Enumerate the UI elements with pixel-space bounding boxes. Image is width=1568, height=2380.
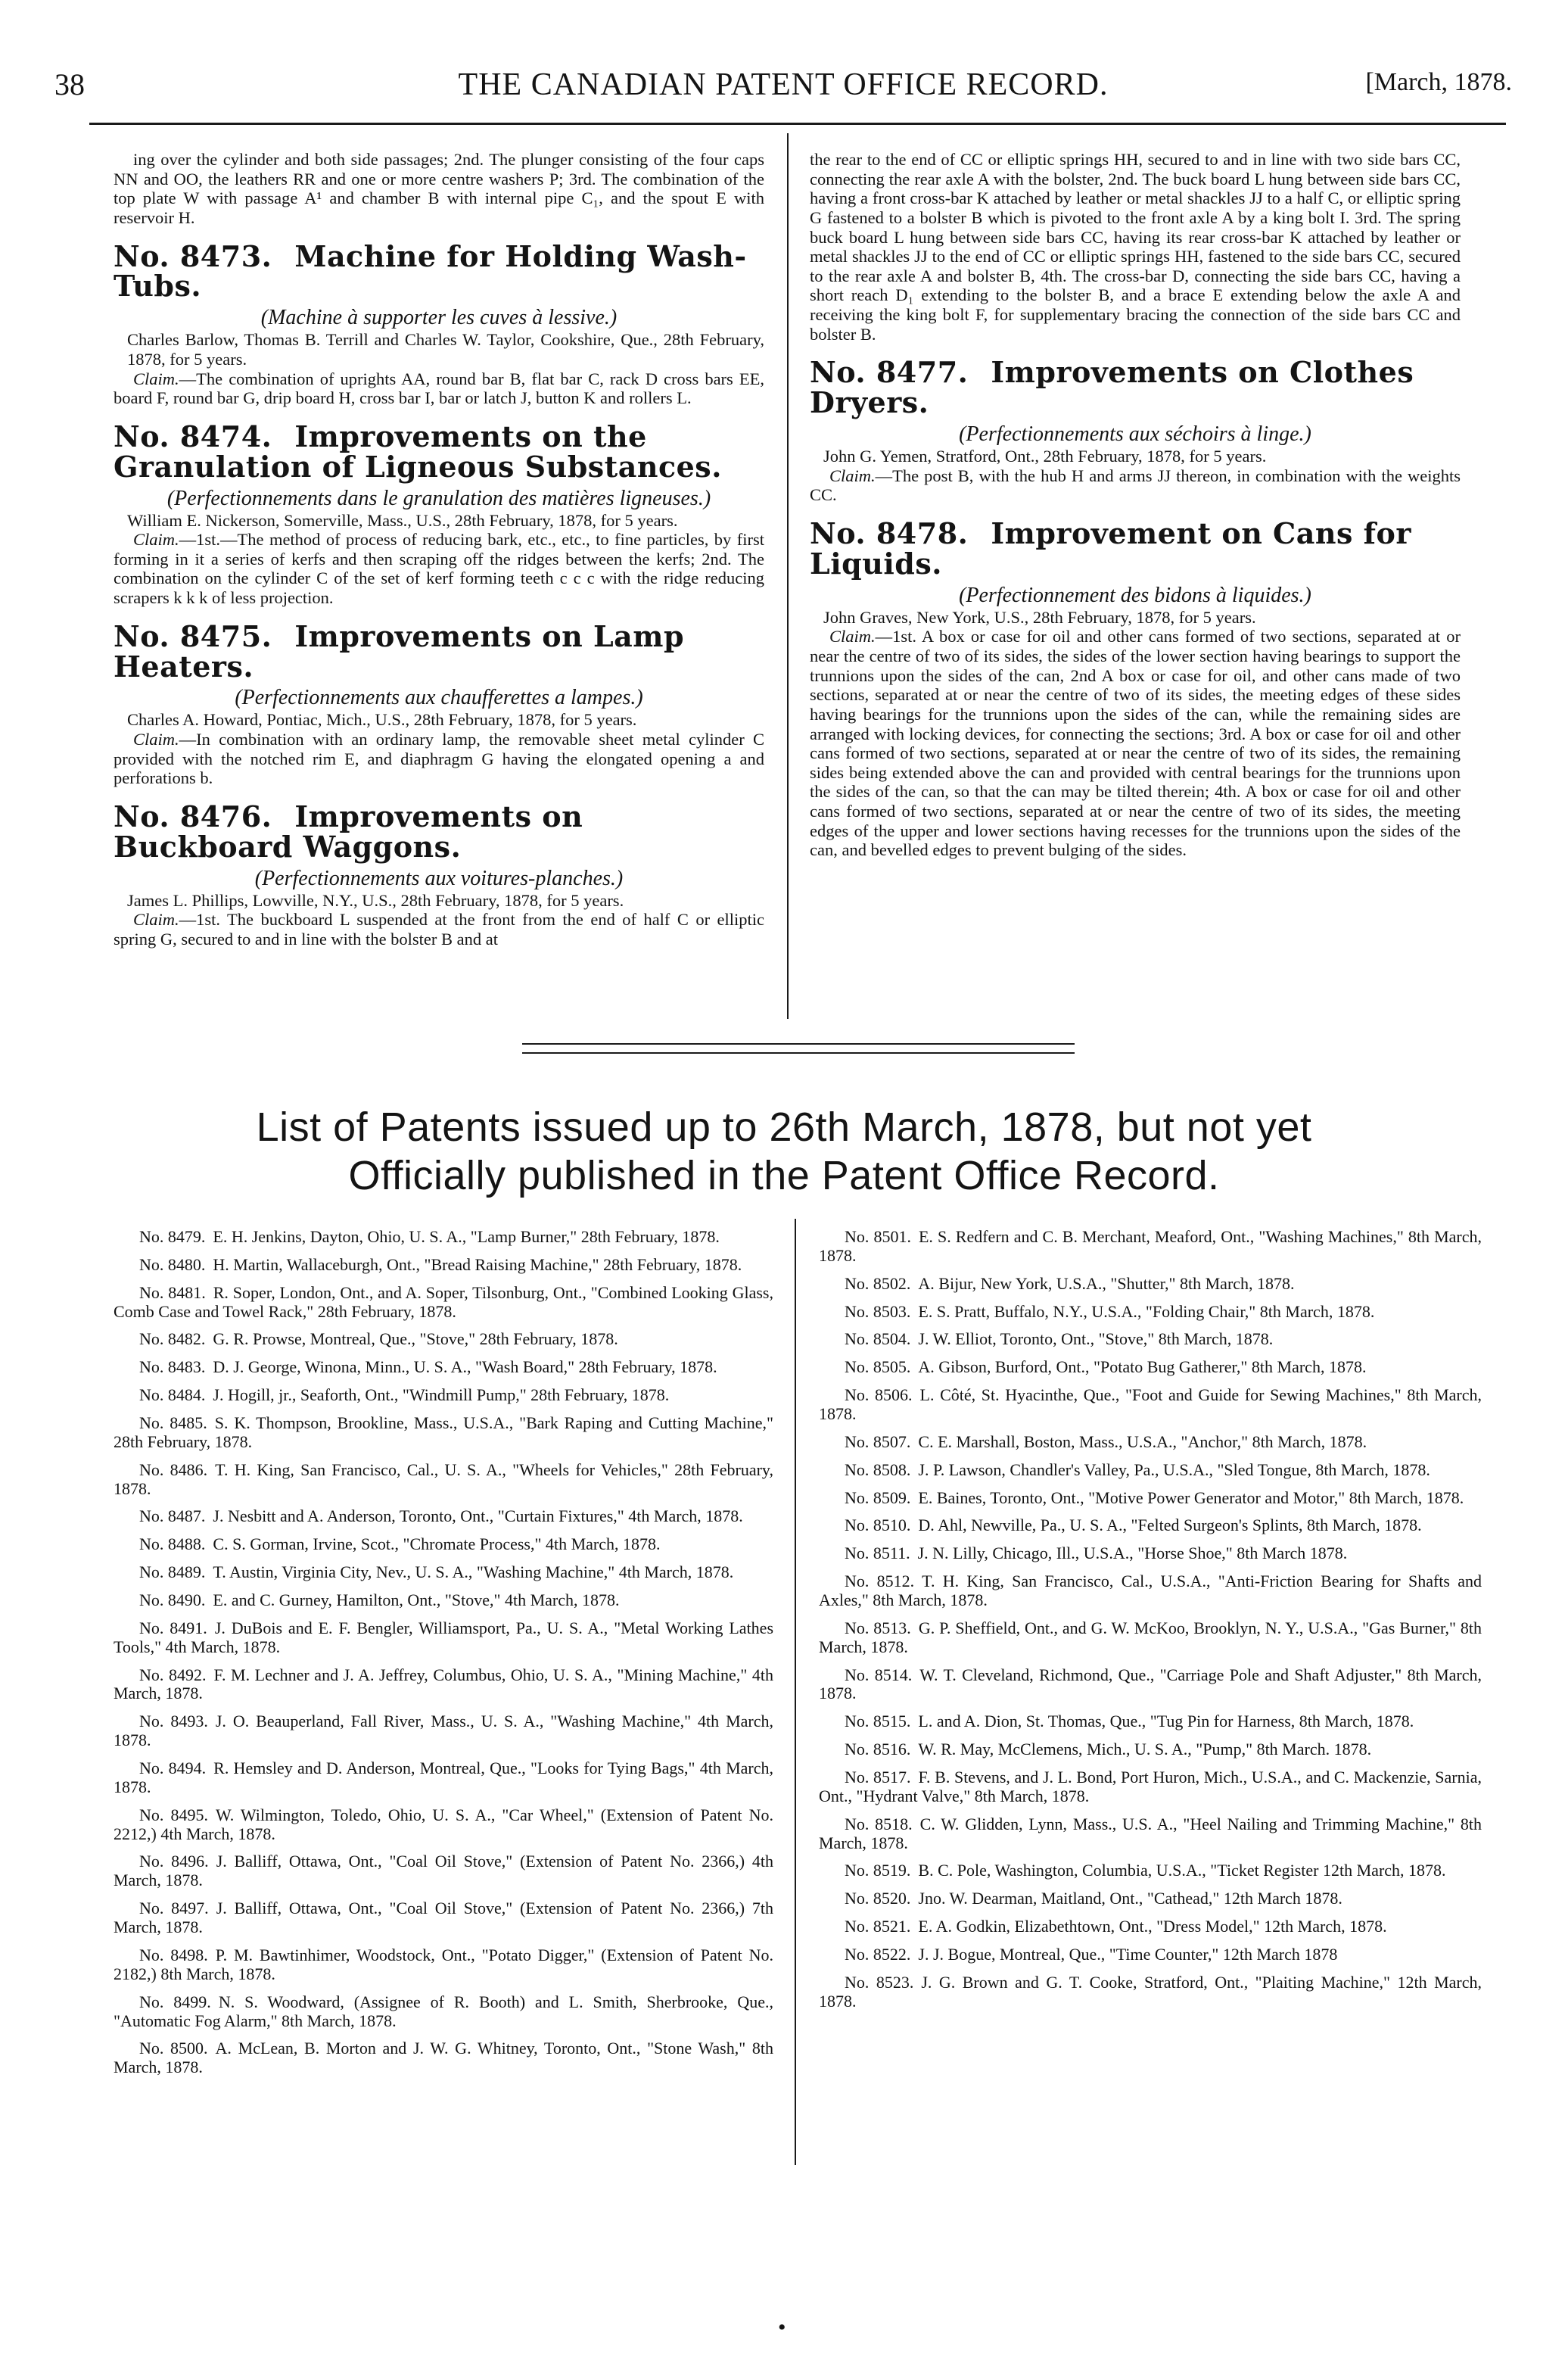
page-date: [March, 1878. — [1365, 68, 1512, 96]
list-item-text: A. McLean, B. Morton and J. W. G. Whitney, Toronto, Ont., "Stone Wash," 8th March, 1878. — [114, 2039, 773, 2077]
patent-number: No. 8475. — [114, 618, 272, 653]
list-item — [114, 1619, 773, 1657]
list-item-text: J. DuBois and E. F. Bengler, Williamsport, Pa., U. S. A., "Metal Working Lathes Tools," 4th March, 1878. — [114, 1618, 774, 1656]
list-item — [819, 1489, 1482, 1508]
list-item-number: No. 8515. — [845, 1712, 911, 1731]
list-item — [819, 1358, 1482, 1377]
list-item — [114, 1899, 773, 1937]
list-item — [114, 1563, 773, 1582]
claim-label: Claim. — [829, 627, 876, 646]
list-item — [819, 1303, 1482, 1322]
list-item-number: No. 8514. — [845, 1665, 913, 1684]
list-item-number: No. 8491. — [139, 1618, 207, 1637]
list-item-text: L. and A. Dion, St. Thomas, Que., "Tug Pin for Harness, 8th March, 1878. — [918, 1712, 1414, 1731]
list-item-text: J. O. Beauperland, Fall River, Mass., U. S. A., "Washing Machine," 4th March, 1878. — [114, 1712, 773, 1750]
list-item — [819, 1572, 1482, 1610]
list-item — [819, 1544, 1482, 1563]
patent-claim: —1st. A box or case for oil and other cans formed of two sections, separated at or near the centre of two of its sides, the sides of the lower section having bearings to support the trunnions upon the sides of the can, 2nd A box or case for oil, and other cans made of two sections, separated at or near the centre of two of its sides, the meeting edges of these sides having bearings for the trunnions upon the sides of the can, while the remaining sides are arranged with locking devices, for connecting the sections; 3rd. A box or case for oil and other cans formed of two sections, separated at or near the centre of two of its sides, the remaining sides being extended above the can and provided with central bearings for the trunnions upon the sides of the can, so that the can may be tilted therein; 4th. A box or case for oil and other cans formed of two sections, separated at or near the centre of two of its sides, the meeting edges of the upper and lower sections having recesses for the trunnions upon the sides of the can, and bevelled edges to prevent bulging of the sides. — [810, 627, 1461, 860]
list-item-text: D. J. George, Winona, Minn., U. S. A., "Wash Board," 28th February, 1878. — [213, 1357, 717, 1377]
list-item-text: J. Balliff, Ottawa, Ont., "Coal Oil Stove," (Extension of Patent No. 2366,) 7th March, 1878. — [114, 1899, 773, 1937]
list-item-text: E. A. Godkin, Elizabethtown, Ont., "Dress Model," 12th March, 1878. — [918, 1917, 1387, 1936]
list-item-number: No. 8522. — [845, 1945, 911, 1964]
list-item — [819, 1973, 1482, 2011]
list-item-text: J. Hogill, jr., Seaforth, Ont., "Windmill Pump," 28th February, 1878. — [213, 1385, 670, 1405]
list-item-text: W. Wilmington, Toledo, Ohio, U. S. A., "Car Wheel," (Extension of Patent No. 2212,) 4th March, 1878. — [114, 1805, 774, 1843]
list-item — [114, 1806, 773, 1844]
patent-list-right — [819, 1228, 1482, 2020]
list-item-text: J. Nesbitt and A. Anderson, Toronto, Ont., "Curtain Fixtures," 4th March, 1878. — [213, 1506, 743, 1526]
patent-inventor: William E. Nickerson, Somerville, Mass., U.S., 28th February, 1878, for 5 years. — [127, 510, 678, 530]
list-item-number: No. 8507. — [845, 1431, 911, 1451]
patent-french-title: (Perfectionnements dans le granulation des matières ligneuses.) — [166, 486, 711, 510]
list-item — [819, 1330, 1482, 1349]
list-item — [114, 2039, 773, 2077]
list-item — [114, 1852, 773, 1890]
list-item-text: N. S. Woodward, (Assignee of R. Booth) and L. Smith, Sherbrooke, Que., "Automatic Fog Alarm," 8th March, 1878. — [114, 1992, 773, 2030]
list-item-text: R. Hemsley and D. Anderson, Montreal, Que., "Looks for Tying Bags," 4th March, 1878. — [114, 1759, 773, 1796]
list-item-text: W. R. May, McClemens, Mich., U. S. A., "Pump," 8th March. 1878. — [918, 1740, 1372, 1759]
list-item — [114, 1461, 773, 1499]
list-item-number: No. 8500. — [139, 2039, 208, 2058]
patent-number: No. 8478. — [810, 516, 969, 551]
list-item-number: No. 8479. — [139, 1227, 206, 1246]
claim-label: Claim. — [829, 466, 876, 485]
list-item — [114, 1993, 773, 2031]
list-item — [114, 1386, 773, 1405]
list-item-number: No. 8481. — [139, 1282, 206, 1302]
list-item-number: No. 8480. — [139, 1254, 206, 1274]
patent-title: Machine for Holding Wash-Tubs. — [114, 238, 747, 304]
list-item — [114, 1228, 773, 1247]
list-item-number: No. 8487. — [139, 1506, 206, 1526]
list-item — [819, 1433, 1482, 1452]
list-item-number: No. 8521. — [845, 1917, 911, 1936]
patent-french-title: (Perfectionnement des bidons à liquides.) — [959, 583, 1311, 607]
patent-heading — [810, 357, 1461, 418]
list-item-number: No. 8501. — [845, 1227, 911, 1246]
list-banner — [76, 1104, 1492, 1200]
list-item-number: No. 8513. — [845, 1618, 911, 1637]
list-item-text: T. H. King, San Francisco, Cal., U. S. A., "Wheels for Vehicles," 28th February, 1878. — [114, 1459, 773, 1498]
patent-french-title: (Perfectionnements aux séchoirs à linge.) — [959, 422, 1311, 447]
list-item-text: P. M. Bawtinhimer, Woodstock, Ont., "Potato Digger," (Extension of Patent No. 2182,) 8th March, 1878. — [114, 1945, 773, 1983]
list-item-number: No. 8484. — [139, 1385, 206, 1405]
list-item-text: J. N. Lilly, Chicago, Ill., U.S.A., "Horse Shoe," 8th March 1878. — [917, 1544, 1348, 1563]
banner-line-2: Officially published in the Patent Office Record. — [348, 1152, 1220, 1198]
list-item-number: No. 8510. — [845, 1516, 911, 1535]
patent-number: No. 8477. — [810, 355, 969, 390]
patent-claim: —In combination with an ordinary lamp, the removable sheet metal cylinder C provided with the notched rim E, and diaphragm G having the elongated opening a and perforations b. — [114, 730, 764, 788]
patent-title: Improvements on Clothes Dryers. — [810, 355, 1414, 420]
list-item-text: L. Côté, St. Hyacinthe, Que., "Foot and Guide for Sewing Machines," 8th March, 1878. — [819, 1385, 1482, 1424]
list-item — [819, 1889, 1482, 1908]
list-item-number: No. 8498. — [139, 1945, 208, 1964]
list-item-number: No. 8519. — [845, 1861, 911, 1880]
list-item — [114, 1256, 773, 1275]
list-item — [114, 1666, 773, 1704]
list-item-number: No. 8483. — [139, 1357, 206, 1377]
banner-line-1: List of Patents issued up to 26th March, 1878, but not yet — [256, 1104, 1312, 1150]
list-item-text: A. Bijur, New York, U.S.A., "Shutter," 8th March, 1878. — [918, 1273, 1295, 1293]
list-item — [114, 1535, 773, 1554]
list-item — [114, 1759, 773, 1797]
patent-number: No. 8476. — [114, 799, 272, 833]
patent-title: Improvements on Lamp Heaters. — [114, 618, 685, 684]
patent-title: Improvements on the Granulation of Ligneous Substances. — [114, 419, 722, 484]
patent-entry — [810, 516, 1461, 860]
list-item — [819, 1619, 1482, 1657]
list-item-number: No. 8520. — [845, 1889, 911, 1908]
list-item-number: No. 8494. — [139, 1759, 207, 1778]
list-item — [114, 1946, 773, 1984]
list-item-text: Jno. W. Dearman, Maitland, Ont., "Cathead," 12th March 1878. — [918, 1889, 1342, 1908]
claim-label: Claim. — [133, 910, 179, 930]
list-item-text: W. T. Cleveland, Richmond, Que., "Carriage Pole and Shaft Adjuster," 8th March, 1878. — [819, 1665, 1482, 1703]
list-item-number: No. 8495. — [139, 1805, 208, 1824]
list-item-text: E. Baines, Toronto, Ont., "Motive Power Generator and Motor," 8th March, 1878. — [918, 1488, 1464, 1507]
list-item-number: No. 8506. — [845, 1385, 913, 1405]
patent-heading — [810, 516, 1461, 581]
list-item-number: No. 8486. — [139, 1459, 208, 1479]
continuation-text: ing over the cylinder and both side passages; 2nd. The plunger consisting of the four caps NN and OO, the leathers RR and one or more centre washers P; 3rd. The combination of the top plate W with passage A¹ and chamber B with internal pipe C₁, and the spout E with reservoir H. — [114, 150, 764, 227]
patent-french-title: (Perfectionnements aux voitures-planches.) — [254, 866, 624, 890]
list-item-number: No. 8512. — [845, 1572, 915, 1591]
list-item-text: G. R. Prowse, Montreal, Que., "Stove," 28th February, 1878. — [213, 1329, 618, 1349]
list-item-text: B. C. Pole, Washington, Columbia, U.S.A., "Ticket Register 12th March, 1878. — [918, 1861, 1446, 1880]
list-item — [114, 1358, 773, 1377]
patent-inventor: John Graves, New York, U.S., 28th February, 1878, for 5 years. — [823, 607, 1256, 627]
list-item — [819, 1815, 1482, 1853]
list-item-number: No. 8485. — [139, 1413, 207, 1433]
list-item-number: No. 8503. — [845, 1301, 911, 1321]
list-item — [819, 1275, 1482, 1294]
patent-entry — [114, 419, 764, 608]
list-item-text: A. Gibson, Burford, Ont., "Potato Bug Gatherer," 8th March, 1878. — [918, 1357, 1367, 1377]
list-item-number: No. 8493. — [139, 1712, 208, 1731]
list-item-text: G. P. Sheffield, Ont., and G. W. McKoo, Brooklyn, N. Y., U.S.A., "Gas Burner," 8th March, 1878. — [819, 1618, 1482, 1656]
list-item-number: No. 8497. — [139, 1899, 209, 1918]
patent-entry — [114, 799, 764, 949]
patent-heading — [114, 419, 764, 484]
list-item — [114, 1414, 773, 1452]
patent-title: Improvement on Cans for Liquids. — [810, 516, 1411, 581]
column-divider — [787, 133, 789, 1019]
patent-entry — [114, 618, 764, 788]
patent-inventor: Charles Barlow, Thomas B. Terrill and Charles W. Taylor, Cookshire, Que., 28th February, 1878, for 5 years. — [127, 330, 764, 369]
list-item — [819, 1228, 1482, 1266]
list-item-text: C. W. Glidden, Lynn, Mass., U.S. A., "Heel Nailing and Trimming Machine," 8th March, 1878. — [819, 1814, 1482, 1852]
list-item — [114, 1330, 773, 1349]
list-item — [114, 1712, 773, 1750]
list-item-text: J. Balliff, Ottawa, Ont., "Coal Oil Stove," (Extension of Patent No. 2366,) 4th March, 1878. — [114, 1852, 773, 1890]
patent-french-title: (Machine à supporter les cuves à lessive.) — [260, 306, 618, 330]
list-item — [819, 1768, 1482, 1806]
list-item — [819, 1516, 1482, 1535]
list-item-number: No. 8504. — [845, 1329, 911, 1349]
list-item-number: No. 8488. — [139, 1534, 206, 1554]
list-item — [114, 1591, 773, 1610]
list-item-number: No. 8492. — [139, 1665, 207, 1684]
list-item-text: E. S. Pratt, Buffalo, N.Y., U.S.A., "Folding Chair," 8th March, 1878. — [918, 1301, 1375, 1321]
list-item-text: E. H. Jenkins, Dayton, Ohio, U. S. A., "Lamp Burner," 28th February, 1878. — [213, 1227, 720, 1246]
list-item-number: No. 8482. — [139, 1329, 206, 1349]
list-item-text: J. P. Lawson, Chandler's Valley, Pa., U.S.A., "Sled Tongue, 8th March, 1878. — [918, 1459, 1430, 1479]
patent-number: No. 8474. — [114, 419, 272, 453]
list-item — [819, 1461, 1482, 1480]
claim-label: Claim. — [133, 730, 179, 749]
list-item — [819, 1712, 1482, 1731]
list-item-number: No. 8508. — [845, 1459, 911, 1479]
patent-number: No. 8473. — [114, 238, 272, 273]
top-left-column — [114, 150, 764, 949]
list-item — [819, 1740, 1482, 1759]
list-item-text: T. Austin, Virginia City, Nev., U. S. A., "Washing Machine," 4th March, 1878. — [213, 1562, 734, 1582]
page-header — [54, 67, 1512, 112]
list-item-number: No. 8518. — [845, 1814, 913, 1833]
list-item-text: J. J. Bogue, Montreal, Que., "Time Counter," 12th March 1878 — [918, 1945, 1338, 1964]
list-item-text: S. K. Thompson, Brookline, Mass., U.S.A., "Bark Raping and Cutting Machine," 28th February, 1878. — [114, 1413, 773, 1451]
claim-label: Claim. — [133, 530, 179, 550]
list-item-number: No. 8490. — [139, 1590, 206, 1610]
list-item-text: C. S. Gorman, Irvine, Scot., "Chromate Process," 4th March, 1878. — [213, 1534, 661, 1554]
list-item — [114, 1507, 773, 1526]
patent-heading — [114, 238, 764, 304]
list-item-text: J. G. Brown and G. T. Cooke, Stratford, Ont., "Plaiting Machine," 12th March, 1878. — [819, 1972, 1482, 2011]
list-item-number: No. 8499. — [139, 1992, 211, 2011]
patent-inventor: John G. Yemen, Stratford, Ont., 28th February, 1878, for 5 years. — [823, 447, 1267, 466]
list-item — [819, 1917, 1482, 1936]
list-item-text: R. Soper, London, Ont., and A. Soper, Tilsonburg, Ont., "Combined Looking Glass, Comb Case and Towel Rack," 28th February, 1878. — [114, 1282, 773, 1321]
page-number: 38 — [54, 67, 85, 101]
list-item-number: No. 8509. — [845, 1488, 911, 1507]
claim-label: Claim. — [133, 369, 179, 388]
column-divider — [795, 1219, 796, 2165]
list-item-number: No. 8505. — [845, 1357, 911, 1377]
list-item-text: J. W. Elliot, Toronto, Ont., "Stove," 8th March, 1878. — [918, 1329, 1274, 1349]
list-item-number: No. 8517. — [845, 1768, 911, 1787]
patent-entry — [114, 238, 764, 408]
list-item-text: E. S. Redfern and C. B. Merchant, Meaford, Ont., "Washing Machines," 8th March, 1878. — [819, 1227, 1482, 1265]
list-item-number: No. 8502. — [845, 1273, 911, 1293]
list-item-text: E. and C. Gurney, Hamilton, Ont., "Stove," 4th March, 1878. — [213, 1590, 620, 1610]
list-item-text: C. E. Marshall, Boston, Mass., U.S.A., "Anchor," 8th March, 1878. — [918, 1431, 1367, 1451]
list-item-number: No. 8511. — [845, 1544, 910, 1563]
header-rule — [89, 123, 1506, 125]
list-item — [819, 1666, 1482, 1704]
patent-claim: —The combination of uprights AA, round bar B, flat bar C, rack D cross bars EE, board F, round bar G, drip board H, cross bar I, bar or latch J, button K and rollers L. — [114, 369, 764, 408]
list-item — [819, 1861, 1482, 1880]
patent-claim: —1st.—The method of process of reducing bark, etc., etc., to fine particles, by first forming in it a series of kerfs and then scraping off the ridges between the kerfs; 2nd. The combination on the cylinder C of the set of kerf forming teeth c c c with the ridge reducing scrapers k k k of less projection. — [114, 530, 764, 608]
continuation-text: the rear to the end of CC or elliptic springs HH, secured to and in line with two side bars CC, connecting the rear axle A with the bolster, 2nd. The buck board L hung between side bars CC, having a front cross-bar K attached by leather or metal shackles JJ to a half C, or elliptic spring G fastened to a bolster B which is pivoted to the front axle A by a king bolt I. 3rd. The spring buck board L hung between side bars CC, having its rear cross-bar K attached by leather or metal shackles JJ to the end of CC or elliptic springs HH, fastened to the side bars CC, secured to the rear axle A and bolster B, 4th. The cross-bar D, connecting the side bars CC, having a short reach D₁ extending to the bolster B, and a brace E extending below the axle A and receiving the king bolt F, for supplementary bracing the connection of the side bars CC and bolster B. — [810, 150, 1461, 344]
patent-title: Improvements on Buckboard Waggons. — [114, 799, 583, 864]
footer-mark: • — [778, 2315, 786, 2340]
patent-claim: —1st. The buckboard L suspended at the front from the end of half C or elliptic spring G, secured to and in line with the bolster B and at — [114, 910, 764, 949]
patent-french-title: (Perfectionnements aux chaufferettes a lampes.) — [235, 686, 643, 710]
list-item-number: No. 8523. — [845, 1972, 914, 1992]
list-item — [819, 1945, 1482, 1964]
patent-claim: —The post B, with the hub H and arms JJ thereon, in combination with the weights CC. — [810, 466, 1461, 505]
patent-inventor: James L. Phillips, Lowville, N.Y., U.S., 28th February, 1878, for 5 years. — [127, 890, 624, 910]
list-item-number: No. 8516. — [845, 1740, 911, 1759]
top-right-column — [810, 150, 1461, 860]
list-item-text: T. H. King, San Francisco, Cal., U.S.A., "Anti-Friction Bearing for Shafts and Axles," 8th March, 1878. — [819, 1572, 1482, 1610]
list-item-text: D. Ahl, Newville, Pa., U. S. A., "Felted Surgeon's Splints, 8th March, 1878. — [918, 1516, 1422, 1535]
list-item-text: H. Martin, Wallaceburgh, Ont., "Bread Raising Machine," 28th February, 1878. — [213, 1254, 742, 1274]
list-item-text: F. B. Stevens, and J. L. Bond, Port Huron, Mich., U.S.A., and C. Mackenzie, Sarnia, Ont., "Hydrant Valve," 8th March, 1878. — [819, 1768, 1482, 1805]
patent-list-left — [114, 1228, 773, 2086]
section-double-rule — [522, 1043, 1075, 1054]
patent-inventor: Charles A. Howard, Pontiac, Mich., U.S., 28th February, 1878, for 5 years. — [127, 710, 637, 730]
list-item — [819, 1386, 1482, 1424]
list-item-number: No. 8489. — [139, 1562, 206, 1582]
list-item-number: No. 8496. — [139, 1852, 209, 1871]
page-title: THE CANADIAN PATENT OFFICE RECORD. — [458, 67, 1109, 102]
patent-heading — [114, 618, 764, 684]
list-item — [114, 1284, 773, 1322]
patent-entry — [810, 357, 1461, 505]
list-item-text: F. M. Lechner and J. A. Jeffrey, Columbus, Ohio, U. S. A., "Mining Machine," 4th March, 1878. — [114, 1665, 773, 1703]
patent-heading — [114, 799, 764, 864]
